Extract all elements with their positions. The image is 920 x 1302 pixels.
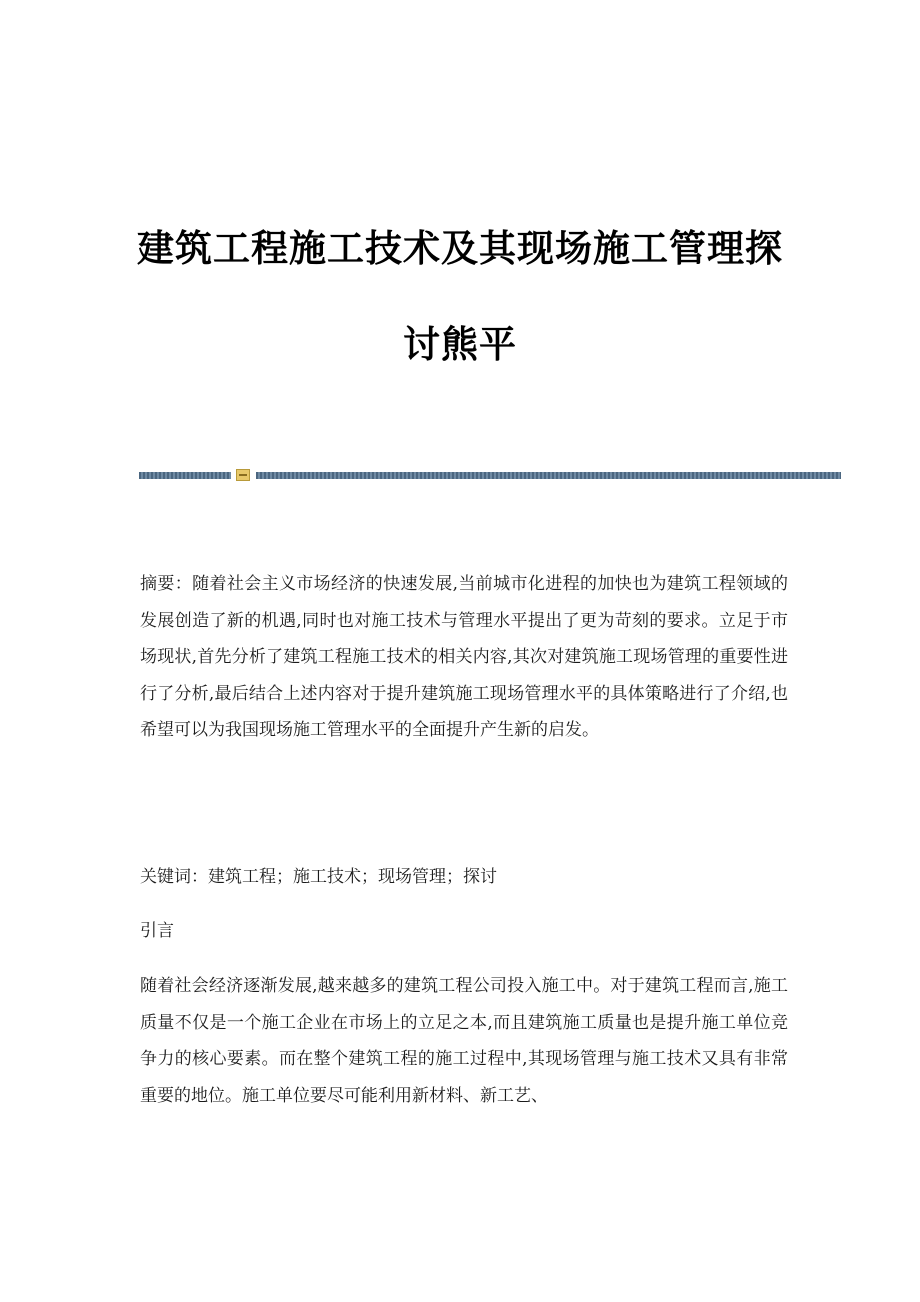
- keywords-line: 关键词：建筑工程；施工技术；现场管理；探讨: [140, 867, 497, 887]
- title-divider: [139, 468, 841, 482]
- document-title-line-2: 讨熊平: [403, 323, 517, 366]
- divider-ornament-icon: [236, 469, 250, 481]
- document-title-line-1: 建筑工程施工技术及其现场施工管理探: [137, 227, 783, 270]
- divider-bar-left: [139, 472, 231, 479]
- abstract-paragraph: 摘要：随着社会主义市场经济的快速发展,当前城市化进程的加快也为建筑工程领域的发展创造了新的机遇,同时也对施工技术与管理水平提出了更为苛刻的要求。立足于市场现状,首先分析了建筑工程施工技术的相关内容,其次对建筑施工现场管理的重要性进行了分析,最后结合上述内容对于提升建筑施工现场管理水平的具体策略进行了介绍,也希望可以为我国现场施工管理水平的全面提升产生新的启发。: [140, 574, 788, 740]
- divider-bar-right: [256, 472, 841, 479]
- intro-paragraph: 随着社会经济逐渐发展,越来越多的建筑工程公司投入施工中。对于建筑工程而言,施工质量不仅是一个施工企业在市场上的立足之本,而且建筑施工质量也是提升施工单位竞争力的核心要素。而在整个建筑工程的施工过程中,其现场管理与施工技术又具有非常重要的地位。施工单位要尽可能利用新材料、新工艺、: [140, 976, 788, 1106]
- intro-heading: 引言: [140, 921, 174, 941]
